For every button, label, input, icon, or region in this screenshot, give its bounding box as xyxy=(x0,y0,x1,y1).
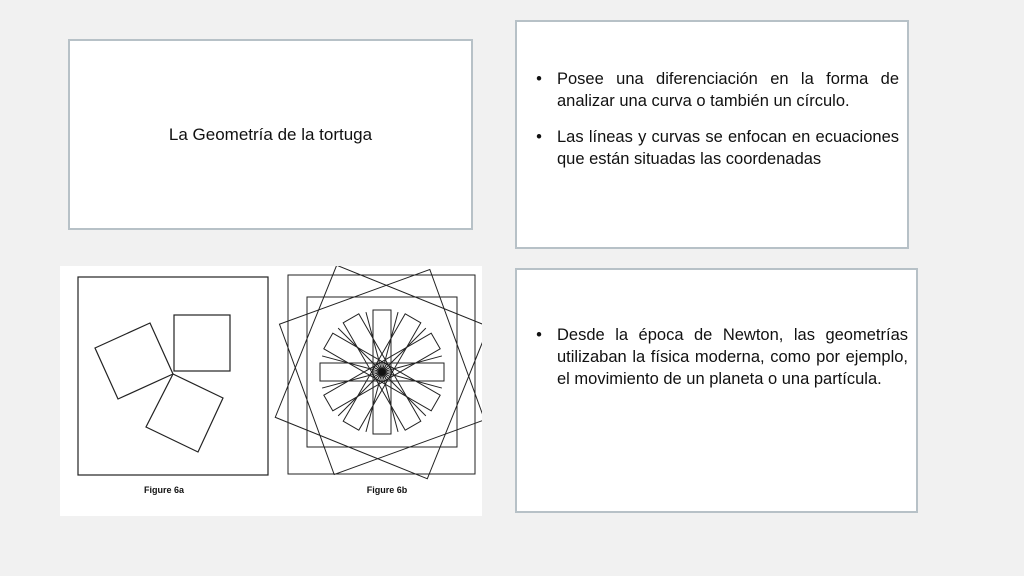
figure-6a-square-upright xyxy=(174,315,230,371)
bullet-text: Las líneas y curvas se enfocan en ecuaciones que están situadas las coordenadas xyxy=(557,128,899,168)
bottom-bullet-list xyxy=(527,324,908,390)
figure-panel xyxy=(60,266,482,516)
top-bullets-box xyxy=(515,20,909,249)
bullet-item xyxy=(527,324,908,390)
figure-6b xyxy=(275,266,482,479)
title-box xyxy=(68,39,473,230)
figure-6a-caption: Figure 6a xyxy=(143,485,185,495)
bullet-icon: • xyxy=(536,128,542,146)
figure-6a xyxy=(78,277,268,475)
turtle-geometry-figures xyxy=(60,266,482,516)
bullet-item xyxy=(527,68,899,112)
figure-6a-frame xyxy=(78,277,268,475)
bottom-bullets-box xyxy=(515,268,918,513)
bullet-text: Desde la época de Newton, las geometrías utilizaban la física moderna, como por ejemplo, el movimiento de un planeta o una partícula. xyxy=(557,326,908,388)
figure-6a-square-bottom xyxy=(146,374,223,452)
slide-title: La Geometría de la tortuga xyxy=(168,124,373,144)
figure-6b-caption: Figure 6b xyxy=(366,485,408,495)
figure-6b-center xyxy=(378,368,386,376)
figure-6b-spoke xyxy=(382,328,426,372)
bullet-icon: • xyxy=(536,70,542,88)
bullet-icon: • xyxy=(536,326,542,344)
figure-6a-square-left xyxy=(95,323,173,399)
top-bullet-list xyxy=(527,68,899,170)
bullet-item xyxy=(527,126,899,170)
bullet-text: Posee una diferenciación en la forma de analizar una curva o también un círculo. xyxy=(557,70,899,110)
